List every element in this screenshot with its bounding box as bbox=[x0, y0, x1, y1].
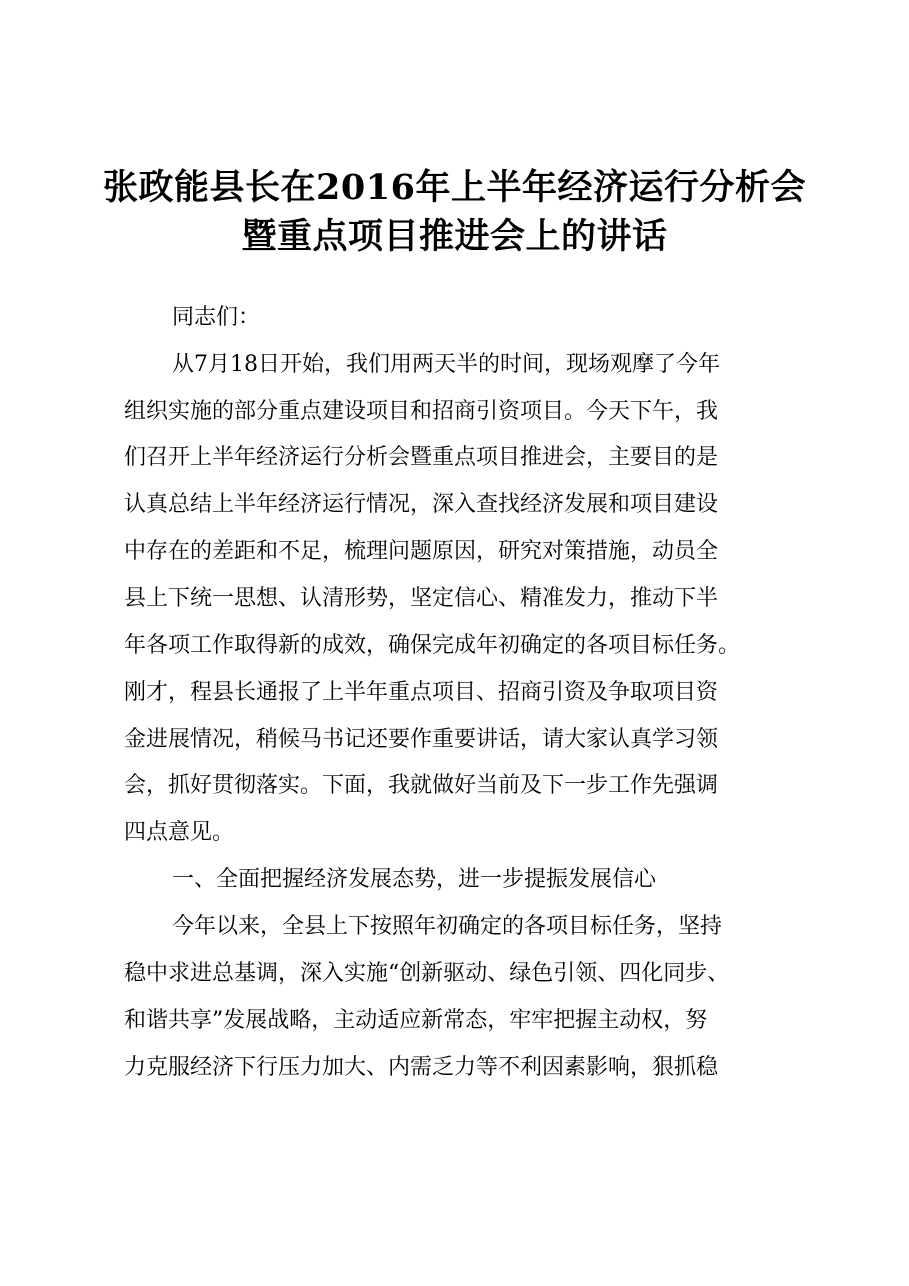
paragraph-line: 金进展情况，稍候马书记还要作重要讲话，请大家认真学习领 bbox=[124, 727, 719, 752]
paragraph-line: 和谐共享”发展战略，主动适应新常态，牢牢把握主动权，努 bbox=[124, 1008, 708, 1033]
paragraph-line: 力克服经济下行压力加大、内需乏力等不利因素影响，狠抓稳 bbox=[124, 1055, 719, 1080]
paragraph-line: 今年以来，全县上下按照年初确定的各项目标任务，坚持 bbox=[172, 914, 723, 939]
document-title-line-1: 张政能县长在2016年上半年经济运行分析会 bbox=[103, 167, 806, 208]
paragraph-line: 稳中求进总基调，深入实施“创新驱动、绿色引领、四化同步、 bbox=[124, 961, 730, 986]
salutation: 同志们： bbox=[172, 305, 261, 330]
document-title-line-2: 暨重点项目推进会上的讲话 bbox=[241, 216, 668, 257]
paragraph-line: 县上下统一思想、认清形势，坚定信心、精准发力，推动下半 bbox=[124, 586, 719, 611]
paragraph-line: 组织实施的部分重点建设项目和招商引资项目。今天下午，我 bbox=[124, 399, 719, 424]
paragraph-line: 认真总结上半年经济运行情况，深入查找经济发展和项目建设 bbox=[124, 492, 719, 517]
section-heading: 一、全面把握经济发展态势，进一步提振发展信心 bbox=[172, 867, 657, 892]
paragraph-line: 从7月18日开始，我们用两天半的时间，现场观摩了今年 bbox=[172, 352, 720, 377]
paragraph-line: 中存在的差距和不足，梳理问题原因，研究对策措施，动员全 bbox=[124, 539, 719, 564]
paragraph-line: 刚才，程县长通报了上半年重点项目、招商引资及争取项目资 bbox=[124, 680, 719, 705]
paragraph-line: 年各项工作取得新的成效，确保完成年初确定的各项目标任务。 bbox=[124, 633, 741, 658]
paragraph-line: 会，抓好贯彻落实。下面，我就做好当前及下一步工作先强调 bbox=[124, 773, 719, 798]
paragraph-line: 们召开上半年经济运行分析会暨重点项目推进会，主要目的是 bbox=[124, 445, 719, 470]
paragraph-line: 四点意见。 bbox=[124, 820, 235, 845]
